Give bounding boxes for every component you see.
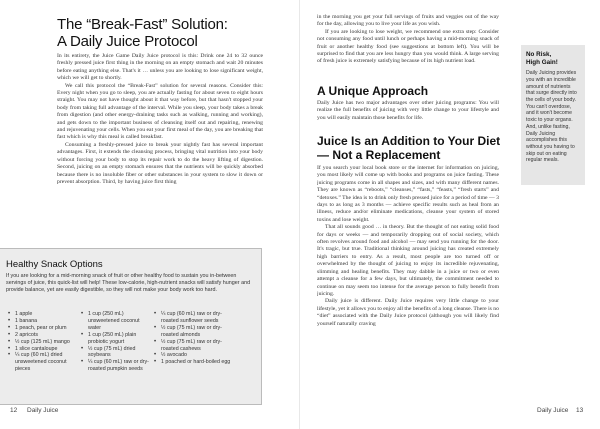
body-paragraph: Consuming a freshly-pressed juice to break your nightly fast has several important advantages. First, it extends the cleansing process, bringing vital nutrition into your body without forcing your body to stop its repair work to do the heavy lifting of digestion. Second, juicing on an empty stomach ensures that the nutrients will be quickly absorbed because there is no insoluble fiber or other substances in your system to slow it down or prevent absorption. Third, by having juice first thing [57,141,263,185]
snack-item: • ½ cup (75 mL) raw or dry-roasted almonds [154,325,234,339]
snack-item: • 1 slice cantaloupe [8,346,76,353]
snack-item: • ¼ cup (60 mL) raw or dry-roasted sunflower seeds [154,311,234,325]
body-paragraph: Daily juice is different. Daily Juice requires very little change to your lifestyle, yet it allows you to enjoy all the benefits of a long cleanse. There is no “diet” associated with the Daily Juice protocol (although you will likely find yourself naturally craving [317,298,499,327]
addition-heading-line-1: Juice Is an Addition to Your Diet [317,134,501,148]
healthy-snack-box [0,248,262,405]
body-paragraph: That all sounds good … in theory. But the thought of not eating solid food for days or weeks — and temporarily dropping out of social society, which often revolves around food and alcohol — may send you running for the door. It's tragic, but true. Traditional thinking around juicing has created extremely high barriers to entry. As a result, most people are too turned off or overwhelmed by the thought of juicing to enjoy its incredible rejuvenating, slimming and healing benefits. They may dabble in a juice or two or even attempt a cleanse for a few days, but ultimately, the commitment needed to continue on may seem too intense for the average person to fully benefit from juicing. [317,224,499,297]
snack-item: • 1 cup (250 mL) plain probiotic yogurt [81,332,149,346]
addition-heading-line-2: — Not a Replacement [317,148,441,162]
snack-list-column-3 [154,311,234,366]
left-body-text [57,53,263,245]
left-page-number: 12 [10,407,18,414]
snack-item: • 1 poached or hard-boiled egg [154,359,234,366]
sidebar-title [526,51,580,66]
snack-item: • ½ cup (75 mL) raw or dry-roasted cashews [154,339,234,353]
snack-item: • ½ avocado [154,352,234,359]
body-paragraph: in the morning you get your full servings of fruits and veggies out of the way for the day, allowing you to live your life as you wish. [317,14,499,28]
left-running-title: Daily Juice [27,407,59,414]
right-page-number: 13 [576,407,584,414]
no-risk-sidebar [521,45,585,185]
right-intro-text [317,14,499,80]
body-paragraph: In its entirety, the Juice Game Daily Juice protocol is this: Drink one 24 to 32 ounce freshly pressed juice first thing in the morning on an empty stomach and wait 20 minutes before eating anything else. That's it … unless you are looking to lose significant weight, which we will get to shortly. [57,53,263,82]
unique-approach-heading: A Unique Approach [317,84,429,98]
right-running-title: Daily Juice [537,407,569,414]
right-page [300,0,600,429]
snack-item: • 1 apple [8,311,76,318]
snack-item: • 1 peach, pear or plum [8,325,76,332]
snack-item: • 2 apricots [8,332,76,339]
snack-list-column-2 [81,311,149,373]
body-paragraph: If you search your local book store or the internet for information on juicing, you most likely will come up with books and programs on juice fasting. These juicing programs come in all shapes and sizes, and with many different names. They are known as “reboots,” “cleanses,” “fasts,” “feasts,” “fresh starts” and “detoxes.” The idea is to drink only fresh pressed juice for a period of time — 3 days to as long as 3 months — achieve specific results such as heal from an illness, reduce and/or eliminate medications, cleanse your system of stored toxins and lose weight. [317,165,499,223]
snack-item: • ¼ cup (60 mL) raw or dry-roasted pumpkin seeds [81,359,149,373]
addition-body-text [317,165,499,403]
sidebar-title-line-1: No Risk, [526,51,552,58]
body-paragraph: Daily Juice has two major advantages over other juicing programs: You will realize the full benefits of juicing with very little change to your lifestyle and you will easily maintain those benefits for life. [317,100,499,121]
snack-box-title: Healthy Snack Options [6,259,103,270]
body-paragraph: If you are looking to lose weight, we recommend one extra step: Consider not consuming any food until lunch or perhaps having a mid-morning snack of fruit or another healthy food (see suggestions at bottom left). You will be surprised to find that you are less hungry than you would think. A large serving of fresh juice is extremely satisfying because of its high nutrient load. [317,28,499,65]
snack-list-column-1 [8,311,76,373]
main-title-line-1: The “Break-Fast” Solution: [57,16,228,33]
sidebar-body: Daily Juicing provides you with an incredible amount of nutrients that surge directly into the cells of your body. You can't overdose, and it won't become toxic to your organs. And, unlike fasting, Daily Juicing accomplishes this without you having to skip out on eating regular meals. [526,70,577,164]
snack-item: • 1 cup (250 mL) unsweetened coconut water [81,311,149,332]
snack-item: • ¼ cup (60 mL) dried unsweetened coconut pieces [8,352,76,373]
unique-approach-text [317,100,499,128]
body-paragraph: We call this protocol the “Break-Fast” solution for several reasons. Consider this: Every night when you go to sleep, you are actually fasting for about seven to eight hours straight. You may not have thought about it that way before, but that hasn't stopped your body from taking full advantage of the interval. While you sleep, your body takes a break from digestion (and other energy-draining tasks such as walking, running and working), and gets down to the important business of cleansing itself out and repairing, renewing and rejuvenating your cells. When you eat your first meal of the day, you are breaking that fast which is why this meal is called breakfast. [57,82,263,141]
snack-item: • 1 banana [8,318,76,325]
snack-item: • ½ cup (75 mL) dried soybeans [81,346,149,360]
snack-item: • ½ cup (125 mL) mango [8,339,76,346]
main-title-line-2: A Daily Juice Protocol [57,33,198,50]
sidebar-title-line-2: High Gain! [526,58,558,66]
snack-box-intro: If you are looking for a mid-morning snack of fruit or other healthy food to sustain you in-between servings of juice, this quick-list will help! These low-calorie, high-nutrient snacks will satisfy hunger and provide balance, yet are easily digestible, so they will not make your body work too hard. [6,273,251,293]
